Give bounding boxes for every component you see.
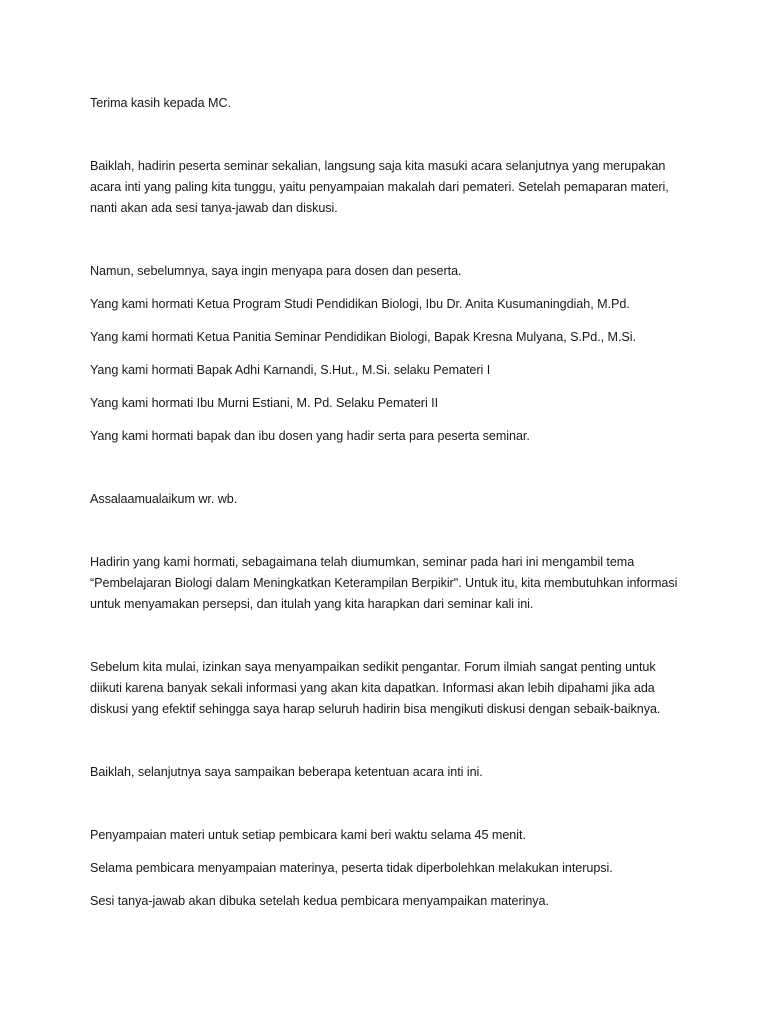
paragraph-salutation: Assalaamualaikum wr. wb.	[90, 492, 238, 506]
rule-line-qa-session: Sesi tanya-jawab akan dibuka setelah kedua pembicara menyampaikan materinya.	[90, 894, 549, 908]
greeting-line-speaker-1: Yang kami hormati Bapak Adhi Karnandi, S.Hut., M.Si. selaku Pemateri I	[90, 363, 491, 377]
greeting-line-speaker-2: Yang kami hormati Ibu Murni Estiani, M. Pd. Selaku Pemateri II	[90, 396, 439, 410]
document-body	[90, 93, 690, 912]
greeting-line-committee-chair: Yang kami hormati Ketua Panitia Seminar Pendidikan Biologi, Bapak Kresna Mulyana, S.Pd., M.Si.	[90, 330, 636, 344]
greeting-line-head-of-program: Yang kami hormati Ketua Program Studi Pendidikan Biologi, Ibu Dr. Anita Kusumaningdiah, M.Pd.	[90, 297, 630, 311]
paragraph-rules-intro: Baiklah, selanjutnya saya sampaikan beberapa ketentuan acara inti ini.	[90, 765, 483, 779]
paragraph-thanks-mc: Terima kasih kepada MC.	[90, 96, 231, 110]
rule-line-time-limit: Penyampaian materi untuk setiap pembicara kami beri waktu selama 45 menit.	[90, 828, 526, 842]
paragraph-greeting-intro: Namun, sebelumnya, saya ingin menyapa para dosen dan peserta.	[90, 264, 462, 278]
paragraph-theme: Hadirin yang kami hormati, sebagaimana telah diumumkan, seminar pada hari ini mengambil tema “Pembelajaran Biologi dalam Meningkatkan Keterampilan Berpikir". Untuk itu, kita membutuhkan informasi untuk menyamakan persepsi, dan itulah yang kita harapkan dari seminar kali ini.	[90, 555, 678, 611]
greeting-line-audience: Yang kami hormati bapak dan ibu dosen yang hadir serta para peserta seminar.	[90, 429, 530, 443]
paragraph-introduction: Sebelum kita mulai, izinkan saya menyampaikan sedikit pengantar. Forum ilmiah sangat penting untuk diikuti karena banyak sekali informasi yang akan kita dapatkan. Informasi akan lebih dipahami jika ada diskusi yang efektif sehingga saya harap seluruh hadirin bisa mengikuti diskusi dengan sebaik-baiknya.	[90, 660, 661, 716]
rule-line-no-interruption: Selama pembicara menyampaian materinya, peserta tidak diperbolehkan melakukan interupsi.	[90, 861, 613, 875]
paragraph-opening: Baiklah, hadirin peserta seminar sekalian, langsung saja kita masuki acara selanjutnya yang merupakan acara inti yang paling kita tunggu, yaitu penyampaian makalah dari pemateri. Setelah pemaparan materi, nanti akan ada sesi tanya-jawab dan diskusi.	[90, 159, 669, 215]
